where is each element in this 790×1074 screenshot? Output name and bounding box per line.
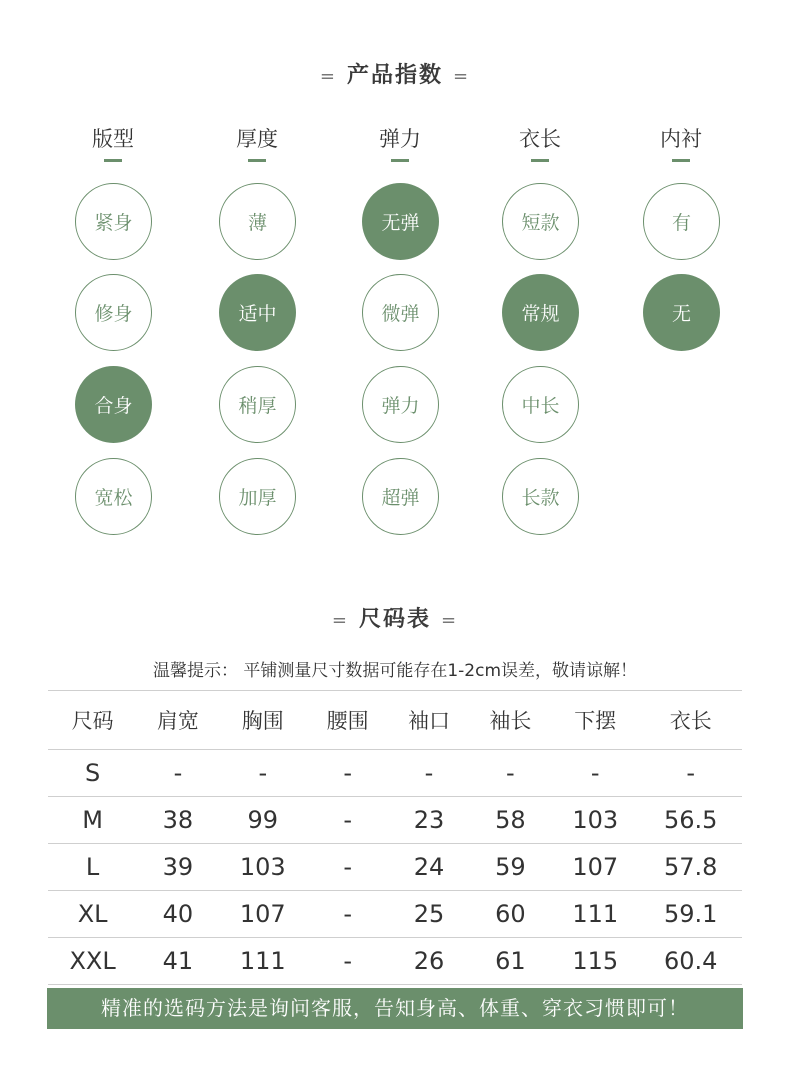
table-cell: S	[48, 750, 137, 797]
table-header-row	[48, 691, 742, 750]
product-index-title	[0, 58, 790, 89]
table-cell: 23	[388, 797, 469, 844]
table-cell: 61	[470, 938, 551, 985]
table-cell: 41	[137, 938, 218, 985]
header-cell: 尺码	[48, 691, 137, 750]
table-cell: 59.1	[639, 891, 742, 938]
table-cell: 115	[551, 938, 639, 985]
table-cell: 99	[219, 797, 307, 844]
table-cell: -	[307, 797, 388, 844]
option-circle: 宽松	[75, 458, 152, 535]
index-column-thickness	[202, 124, 312, 162]
table-cell: XXL	[48, 938, 137, 985]
table-cell: 59	[470, 844, 551, 891]
table-cell: 107	[551, 844, 639, 891]
table-cell: 60.4	[639, 938, 742, 985]
table-cell: M	[48, 797, 137, 844]
table-cell: 38	[137, 797, 218, 844]
option-circle: 弹力	[362, 366, 439, 443]
table-row	[48, 750, 742, 797]
table-cell: -	[219, 750, 307, 797]
heading-underline	[391, 159, 409, 162]
table-cell: 58	[470, 797, 551, 844]
size-chart-title	[0, 602, 790, 633]
table-row	[48, 891, 742, 938]
table-cell: 57.8	[639, 844, 742, 891]
header-cell: 下摆	[551, 691, 639, 750]
table-row	[48, 844, 742, 891]
table-cell: -	[137, 750, 218, 797]
index-column-lining	[626, 124, 736, 162]
table-cell: 56.5	[639, 797, 742, 844]
table-row	[48, 938, 742, 985]
option-circle: 短款	[502, 183, 579, 260]
heading-underline	[531, 159, 549, 162]
heading-underline	[248, 159, 266, 162]
option-circle: 加厚	[219, 458, 296, 535]
option-circle: 中长	[502, 366, 579, 443]
footer-banner: 精准的选码方法是询问客服，告知身高、体重、穿衣习惯即可！	[47, 988, 743, 1029]
table-cell: -	[307, 891, 388, 938]
title-decoration-right: =	[453, 66, 471, 87]
option-circle: 适中	[219, 274, 296, 351]
table-cell: L	[48, 844, 137, 891]
index-column-length	[485, 124, 595, 162]
title-decoration-left: =	[331, 610, 349, 631]
table-cell: 103	[219, 844, 307, 891]
column-heading: 版型	[92, 127, 134, 151]
table-cell: -	[307, 938, 388, 985]
table-cell: 40	[137, 891, 218, 938]
table-cell: 24	[388, 844, 469, 891]
table-row	[48, 797, 742, 844]
column-heading: 衣长	[519, 127, 561, 151]
table-cell: -	[551, 750, 639, 797]
column-heading: 厚度	[236, 127, 278, 151]
table-cell: 111	[219, 938, 307, 985]
column-heading: 弹力	[379, 127, 421, 151]
header-cell: 袖长	[470, 691, 551, 750]
column-heading: 内衬	[660, 127, 702, 151]
option-circle: 超弹	[362, 458, 439, 535]
header-cell: 衣长	[639, 691, 742, 750]
option-circle: 无弹	[362, 183, 439, 260]
size-table	[48, 690, 742, 985]
title-decoration-right: =	[441, 610, 459, 631]
index-column-fit	[58, 124, 168, 162]
option-circle: 薄	[219, 183, 296, 260]
table-cell: -	[307, 844, 388, 891]
table-cell: XL	[48, 891, 137, 938]
table-cell: 60	[470, 891, 551, 938]
table-cell: -	[388, 750, 469, 797]
option-circle: 紧身	[75, 183, 152, 260]
option-circle: 长款	[502, 458, 579, 535]
option-circle: 微弹	[362, 274, 439, 351]
table-cell: -	[470, 750, 551, 797]
table-cell: -	[639, 750, 742, 797]
table-cell: 107	[219, 891, 307, 938]
option-circle: 修身	[75, 274, 152, 351]
header-cell: 胸围	[219, 691, 307, 750]
option-circle: 无	[643, 274, 720, 351]
header-cell: 袖口	[388, 691, 469, 750]
heading-underline	[104, 159, 122, 162]
table-cell: 26	[388, 938, 469, 985]
table-cell: 111	[551, 891, 639, 938]
index-column-elasticity	[345, 124, 455, 162]
table-cell: 103	[551, 797, 639, 844]
header-cell: 肩宽	[137, 691, 218, 750]
table-cell: 25	[388, 891, 469, 938]
option-circle: 常规	[502, 274, 579, 351]
size-chart-title-text: 尺码表	[358, 607, 431, 632]
product-index-title-text: 产品指数	[346, 63, 443, 88]
table-cell: 39	[137, 844, 218, 891]
heading-underline	[672, 159, 690, 162]
header-cell: 腰围	[307, 691, 388, 750]
option-circle: 有	[643, 183, 720, 260]
option-circle: 稍厚	[219, 366, 296, 443]
measurement-tip: 温馨提示： 平铺测量尺寸数据可能存在1-2cm误差，敬请谅解！	[152, 661, 638, 681]
table-cell: -	[307, 750, 388, 797]
option-circle: 合身	[75, 366, 152, 443]
title-decoration-left: =	[319, 66, 337, 87]
